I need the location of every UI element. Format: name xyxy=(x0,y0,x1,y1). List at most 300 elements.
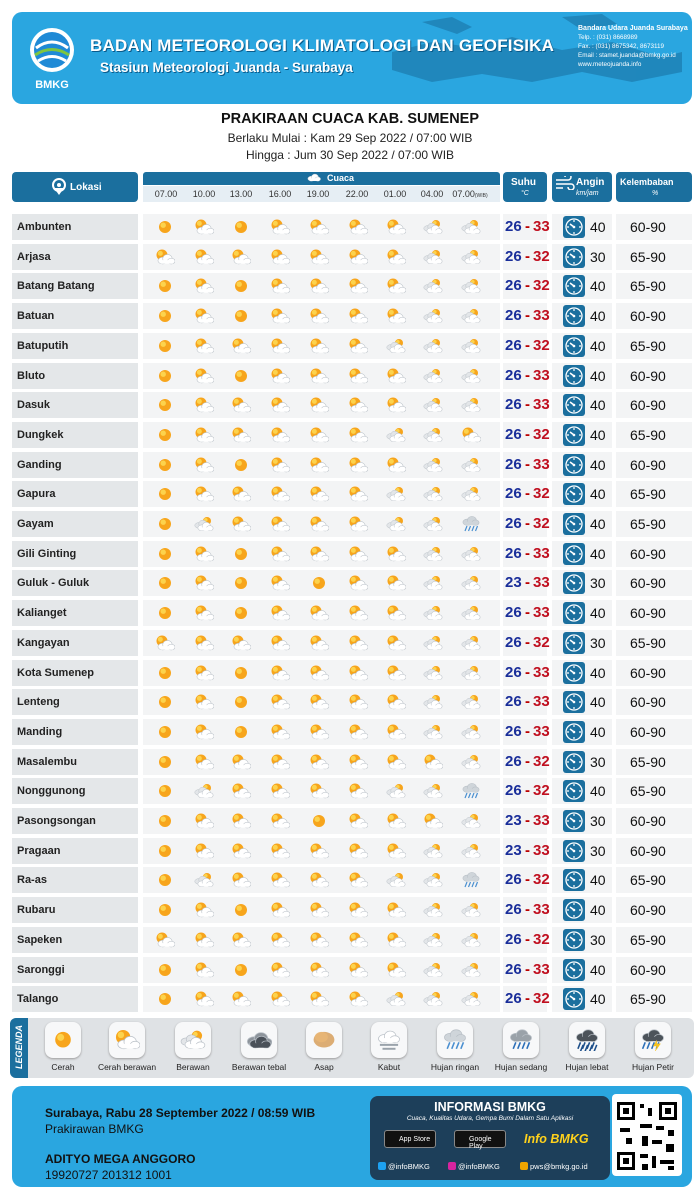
legend xyxy=(10,1018,694,1078)
berawan-icon xyxy=(309,782,329,800)
berawan-icon xyxy=(270,218,290,236)
berawan-icon xyxy=(231,931,251,949)
location-name: Gayam xyxy=(17,518,54,530)
berawan-tebal-icon xyxy=(461,277,481,295)
berawan-icon xyxy=(309,723,329,741)
wind-speed: 30 xyxy=(590,931,606,948)
berawan-icon xyxy=(231,753,251,771)
berawan-icon xyxy=(309,307,329,325)
berawan-icon xyxy=(348,248,368,266)
table-row xyxy=(12,867,692,893)
wind-compass-icon xyxy=(563,632,585,654)
contact-name: Bandara Udara Juanda Surabaya xyxy=(578,25,688,32)
legend-label: Berawan xyxy=(176,1062,210,1072)
berawan-icon xyxy=(194,426,214,444)
forecaster-role: Prakirawan BMKG xyxy=(45,1122,144,1136)
berawan-icon xyxy=(309,485,329,503)
wind-speed: 30 xyxy=(590,813,606,829)
berawan-icon xyxy=(194,842,214,860)
table-row xyxy=(12,778,692,804)
wind-compass-icon xyxy=(563,365,585,387)
berawan-icon xyxy=(386,248,406,266)
cerah-icon xyxy=(155,426,175,444)
temp-separator: - xyxy=(525,544,530,562)
berawan-icon xyxy=(194,723,214,741)
berawan-icon xyxy=(386,545,406,563)
berawan-tebal-icon xyxy=(386,426,406,444)
berawan-icon xyxy=(270,961,290,979)
berawan-icon xyxy=(231,426,251,444)
wind-compass-icon xyxy=(563,543,585,565)
google-play-label: Google Play xyxy=(469,1136,492,1150)
berawan-icon xyxy=(194,307,214,325)
berawan-icon xyxy=(348,782,368,800)
humidity-value: 65-90 xyxy=(630,634,666,651)
berawan-icon xyxy=(386,277,406,295)
berawan-tebal-icon xyxy=(386,990,406,1008)
location-name: Dasuk xyxy=(17,399,51,412)
humidity-value: 65-90 xyxy=(630,278,666,295)
temp-separator: - xyxy=(525,693,530,711)
berawan-icon xyxy=(423,812,443,830)
berawan-icon xyxy=(270,604,290,622)
berawan-icon xyxy=(270,337,290,355)
asap-icon xyxy=(306,1022,342,1058)
wind-speed: 40 xyxy=(590,426,606,443)
berawan-icon xyxy=(386,367,406,385)
table-row xyxy=(12,481,692,507)
berawan-icon xyxy=(309,901,329,919)
cerah-icon xyxy=(155,277,175,295)
berawan-icon xyxy=(309,515,329,533)
berawan-icon xyxy=(386,604,406,622)
berawan-tebal-icon xyxy=(461,812,481,830)
berawan-icon xyxy=(270,545,290,563)
berawan-tebal-icon xyxy=(461,604,481,622)
kabut-icon xyxy=(371,1022,407,1058)
berawan-icon xyxy=(270,426,290,444)
berawan-icon xyxy=(270,753,290,771)
temp-min: 26 xyxy=(505,485,522,503)
instagram-link[interactable] xyxy=(448,1162,500,1171)
berawan-tebal-icon xyxy=(461,990,481,1008)
temp-separator: - xyxy=(525,871,530,889)
berawan-icon xyxy=(194,277,214,295)
location-name: Bluto xyxy=(17,369,46,382)
berawan-tebal-icon xyxy=(423,307,443,325)
time-label: 16.00 xyxy=(268,189,292,199)
cerah-icon xyxy=(231,456,251,474)
table-row xyxy=(12,808,692,834)
berawan-icon xyxy=(270,723,290,741)
berawan-tebal-icon xyxy=(461,218,481,236)
temp-min: 26 xyxy=(505,722,522,740)
cerah-icon xyxy=(155,574,175,592)
table-row xyxy=(12,303,692,329)
temp-min: 23 xyxy=(505,574,522,592)
location-name: Batuan xyxy=(17,310,55,323)
wind-speed: 30 xyxy=(590,248,606,265)
station-name: Stasiun Meteorologi Juanda - Surabaya xyxy=(100,60,353,75)
humidity-value: 60-90 xyxy=(630,813,666,829)
berawan-tebal-icon xyxy=(386,485,406,503)
wind-compass-icon xyxy=(563,483,585,505)
location-name: Nonggunong xyxy=(17,785,86,798)
humidity-value: 60-90 xyxy=(630,575,666,592)
wind-compass-icon xyxy=(563,721,585,743)
berawan-icon xyxy=(386,901,406,919)
column-angin-label: Angin xyxy=(576,177,605,188)
temp-separator: - xyxy=(525,277,530,295)
cerah-icon xyxy=(155,990,175,1008)
berawan-tebal-icon xyxy=(386,871,406,889)
temp-separator: - xyxy=(525,396,530,414)
berawan-tebal-icon xyxy=(423,426,443,444)
berawan-tebal-icon xyxy=(461,367,481,385)
berawan-tebal-icon xyxy=(461,723,481,741)
cerah-icon xyxy=(155,485,175,503)
berawan-icon xyxy=(309,664,329,682)
humidity-value: 60-90 xyxy=(630,397,666,414)
temp-separator: - xyxy=(525,247,530,265)
cerah-icon xyxy=(155,693,175,711)
berawan-tebal-icon xyxy=(461,961,481,979)
berawan-icon xyxy=(194,812,214,830)
cerah-icon xyxy=(155,842,175,860)
column-cuaca xyxy=(143,172,500,185)
location-name: Gili Ginting xyxy=(17,547,77,560)
humidity-value: 65-90 xyxy=(630,337,666,354)
twitter-link[interactable] xyxy=(378,1162,430,1171)
table-row xyxy=(12,511,692,537)
wind-compass-icon xyxy=(563,929,585,951)
wind-speed: 40 xyxy=(590,694,606,711)
table-row xyxy=(12,422,692,448)
berawan-icon xyxy=(309,753,329,771)
berawan-tebal-icon xyxy=(461,396,481,414)
temp-separator: - xyxy=(525,812,530,829)
temp-min: 26 xyxy=(505,604,522,622)
humidity-value: 65-90 xyxy=(630,872,666,889)
berawan-icon xyxy=(309,604,329,622)
temp-min: 26 xyxy=(505,396,522,414)
hujan-ringan-icon xyxy=(461,871,481,889)
email-link[interactable] xyxy=(520,1162,588,1171)
table-row xyxy=(12,927,692,953)
berawan-tebal-icon xyxy=(423,456,443,474)
berawan-icon xyxy=(309,426,329,444)
berawan-icon xyxy=(270,515,290,533)
berawan-icon xyxy=(386,307,406,325)
humidity-value: 60-90 xyxy=(630,367,666,384)
legend-item xyxy=(28,1022,98,1072)
cerah-icon xyxy=(231,664,251,682)
berawan-tebal-icon xyxy=(423,842,443,860)
wind-compass-icon xyxy=(563,246,585,268)
humidity-value: 65-90 xyxy=(630,753,666,770)
berawan-icon xyxy=(155,248,175,266)
wind-compass-icon xyxy=(563,513,585,535)
column-kelembaban xyxy=(616,172,692,202)
legend-label: Cerah berawan xyxy=(97,1062,157,1072)
berawan-icon xyxy=(309,871,329,889)
wind-speed: 40 xyxy=(590,367,606,384)
location-name: Gapura xyxy=(17,488,56,501)
location-pin-icon xyxy=(52,178,66,196)
column-suhu xyxy=(503,172,547,202)
berawan-icon xyxy=(194,456,214,474)
humidity-value: 65-90 xyxy=(630,486,666,503)
legend-label: Hujan Petir xyxy=(631,1062,675,1072)
wind-compass-icon xyxy=(563,602,585,624)
berawan-tebal-icon xyxy=(461,337,481,355)
berawan-icon xyxy=(194,901,214,919)
agency-name: BADAN METEOROLOGI KLIMATOLOGI DAN GEOFISIKA xyxy=(90,36,555,55)
temp-max: 33 xyxy=(533,366,550,384)
berawan-tebal-icon xyxy=(194,515,214,533)
cerah-icon xyxy=(231,218,251,236)
temp-min: 26 xyxy=(505,930,522,948)
berawan-icon xyxy=(231,812,251,830)
berawan-tebal-icon xyxy=(423,634,443,652)
temp-min: 26 xyxy=(505,663,522,681)
contact-telp: Telp. : (031) 8668989 xyxy=(578,34,638,41)
temp-max: 33 xyxy=(533,722,550,740)
berawan-icon xyxy=(270,248,290,266)
berawan-icon xyxy=(155,931,175,949)
logo-text: BMKG xyxy=(35,79,69,91)
temp-min: 26 xyxy=(505,960,522,978)
berawan-icon xyxy=(348,961,368,979)
berawan-tebal-icon xyxy=(423,277,443,295)
temp-max: 33 xyxy=(533,218,550,235)
cerah-icon xyxy=(309,812,329,830)
cerah-icon xyxy=(231,723,251,741)
berawan-icon xyxy=(231,871,251,889)
issue-date: Surabaya, Rabu 28 September 2022 / 08:59 WIB xyxy=(45,1106,316,1120)
wind-compass-icon xyxy=(563,572,585,594)
app-store-badge[interactable] xyxy=(384,1130,436,1148)
berawan-icon xyxy=(348,396,368,414)
location-name: Dungkek xyxy=(17,428,64,441)
wind-speed: 40 xyxy=(590,605,606,622)
humidity-value: 60-90 xyxy=(630,605,666,622)
table-row xyxy=(12,570,692,596)
humidity-value: 60-90 xyxy=(630,842,666,859)
wind-compass-icon xyxy=(563,216,585,238)
wind-speed: 30 xyxy=(590,634,606,651)
berawan-icon xyxy=(270,842,290,860)
berawan-icon xyxy=(155,634,175,652)
cerah-icon xyxy=(155,901,175,919)
wind-speed: 40 xyxy=(590,456,606,473)
berawan-tebal-icon xyxy=(423,723,443,741)
berawan-icon xyxy=(231,634,251,652)
temp-separator: - xyxy=(525,722,530,740)
berawan-icon xyxy=(348,842,368,860)
berawan-icon xyxy=(194,664,214,682)
berawan-icon xyxy=(309,248,329,266)
temp-max: 32 xyxy=(533,752,550,770)
instagram-handle: @infoBMKG xyxy=(458,1162,500,1171)
table-row xyxy=(12,333,692,359)
location-name: Lenteng xyxy=(17,696,60,709)
time-label: 07.00(WIB) xyxy=(452,189,488,199)
hujan-ringan-icon xyxy=(461,515,481,533)
berawan-icon xyxy=(270,456,290,474)
berawan-tebal-icon xyxy=(461,753,481,771)
humidity-value: 60-90 xyxy=(630,694,666,711)
temp-max: 33 xyxy=(533,307,550,325)
cerah-icon xyxy=(155,545,175,563)
berawan-tebal-icon xyxy=(423,396,443,414)
wind-compass-icon xyxy=(563,691,585,713)
wind-speed: 40 xyxy=(590,545,606,562)
berawan-icon xyxy=(309,931,329,949)
cerah-icon xyxy=(155,604,175,622)
humidity-value: 60-90 xyxy=(630,545,666,562)
berawan-tebal-icon xyxy=(423,693,443,711)
twitter-icon xyxy=(378,1162,386,1170)
berawan-tebal-icon xyxy=(423,961,443,979)
instagram-icon xyxy=(448,1162,456,1170)
berawan-icon xyxy=(270,367,290,385)
cerah-icon xyxy=(155,456,175,474)
cerah-icon xyxy=(231,693,251,711)
berawan-icon xyxy=(348,812,368,830)
wind-compass-icon xyxy=(563,810,585,832)
humidity-value: 60-90 xyxy=(630,456,666,473)
berawan-icon xyxy=(386,218,406,236)
table-row xyxy=(12,957,692,983)
temp-min: 26 xyxy=(505,307,522,325)
wind-speed: 40 xyxy=(590,723,606,740)
temp-separator: - xyxy=(525,752,530,770)
google-play-badge[interactable] xyxy=(454,1130,506,1148)
legend-label: Hujan lebat xyxy=(565,1062,609,1072)
wind-compass-icon xyxy=(563,869,585,891)
humidity-value: 65-90 xyxy=(630,783,666,800)
mendung-icon xyxy=(241,1022,277,1058)
berawan-tebal-icon xyxy=(461,693,481,711)
time-label: 22.00 xyxy=(345,189,369,199)
humidity-value: 60-90 xyxy=(630,308,666,325)
app-store-label: App Store xyxy=(399,1136,431,1143)
berawan-icon xyxy=(386,456,406,474)
wind-compass-icon xyxy=(563,275,585,297)
temp-separator: - xyxy=(525,930,530,948)
berawan-icon xyxy=(194,931,214,949)
temp-max: 33 xyxy=(533,604,550,622)
berawan-icon xyxy=(461,426,481,444)
berawan-icon xyxy=(348,693,368,711)
berawan-icon xyxy=(309,277,329,295)
location-name: Kangayan xyxy=(17,636,70,649)
humidity-value: 65-90 xyxy=(630,991,666,1008)
temp-min: 26 xyxy=(505,366,522,384)
berawan-icon xyxy=(348,485,368,503)
berawan-icon xyxy=(270,990,290,1008)
berawan-icon xyxy=(270,307,290,325)
berawan-tebal-icon xyxy=(194,782,214,800)
berawan-icon xyxy=(386,931,406,949)
berawan-icon xyxy=(270,871,290,889)
cerah-icon xyxy=(231,367,251,385)
berawan-tebal-icon xyxy=(423,337,443,355)
berawan-icon xyxy=(231,842,251,860)
humidity-value: 65-90 xyxy=(630,248,666,265)
table-row xyxy=(12,452,692,478)
berawan-icon xyxy=(309,634,329,652)
legend-item xyxy=(92,1022,162,1072)
berawan-tebal-icon xyxy=(461,307,481,325)
temp-min: 26 xyxy=(505,425,522,443)
time-label: 19.00 xyxy=(306,189,330,199)
temp-separator: - xyxy=(525,307,530,325)
legend-tag-label: LEGENDA xyxy=(14,1025,24,1070)
cerah-icon xyxy=(155,367,175,385)
berawan-icon xyxy=(231,515,251,533)
cerah-icon xyxy=(155,782,175,800)
temp-max: 32 xyxy=(533,425,550,443)
berawan-icon xyxy=(231,248,251,266)
berawan-icon xyxy=(348,367,368,385)
table-row xyxy=(12,897,692,923)
berawan-icon xyxy=(386,961,406,979)
wind-compass-icon xyxy=(563,305,585,327)
table-row xyxy=(12,541,692,567)
berawan-icon xyxy=(309,367,329,385)
berawan-icon xyxy=(348,634,368,652)
time-label: 01.00 xyxy=(383,189,407,199)
temp-separator: - xyxy=(525,218,530,235)
wind-compass-icon xyxy=(563,780,585,802)
legend-item xyxy=(420,1022,490,1072)
wind-compass-icon xyxy=(563,335,585,357)
location-name: Ra-as xyxy=(17,874,47,887)
temp-separator: - xyxy=(525,901,530,919)
berawan-icon xyxy=(386,842,406,860)
berawan-icon xyxy=(309,693,329,711)
berawan-tebal-icon xyxy=(386,515,406,533)
berawan-icon xyxy=(231,396,251,414)
berawan-icon xyxy=(386,664,406,682)
temp-separator: - xyxy=(525,960,530,978)
column-kelembaban-label: Kelembaban xyxy=(620,177,674,187)
wind-speed: 40 xyxy=(590,902,606,919)
berawan-icon xyxy=(194,961,214,979)
berawan-tebal-icon xyxy=(461,931,481,949)
wind-compass-icon xyxy=(563,394,585,416)
temp-min: 26 xyxy=(505,871,522,889)
location-name: Ganding xyxy=(17,458,62,471)
legend-item xyxy=(354,1022,424,1072)
cerah-icon xyxy=(231,604,251,622)
table-row xyxy=(12,689,692,715)
location-name: Masalembu xyxy=(17,755,77,768)
wind-compass-icon xyxy=(563,454,585,476)
wind-speed: 40 xyxy=(590,219,606,235)
cerah-icon xyxy=(155,753,175,771)
wind-speed: 40 xyxy=(590,397,606,414)
legend-item xyxy=(289,1022,359,1072)
temp-max: 32 xyxy=(533,336,550,354)
cerah-icon xyxy=(231,545,251,563)
berawan-tebal-icon xyxy=(461,456,481,474)
cerah-icon xyxy=(231,307,251,325)
forecaster-name: ADITYO MEGA ANGGORO xyxy=(45,1152,196,1166)
temp-max: 32 xyxy=(533,247,550,265)
